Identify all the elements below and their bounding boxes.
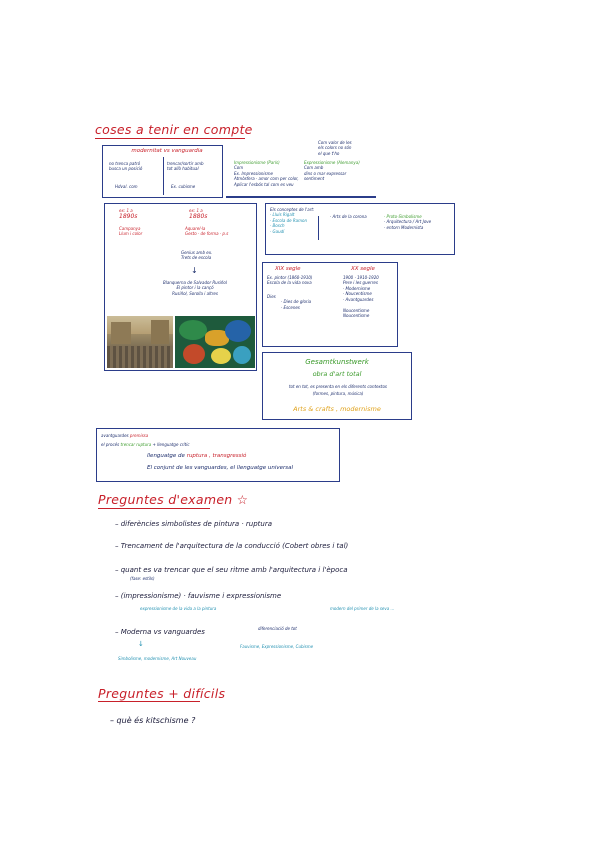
notes-expressionisme: Expressionisme (Alemanya) Com amb dins o mar expressar sentiment (304, 160, 360, 182)
segle-xix-notes: Ex. pintor (1860-1910) Escola de la vida nova Dies · Dies de gloria · Escenes (267, 275, 313, 310)
question-3: – quant es va trencar que el seu ritme amb l'arquitectura i l'època (115, 566, 348, 574)
question-2: – Trencament de l'arquitectura de la conducció (Cobert obres i tal) (115, 542, 349, 550)
box-divider (163, 157, 164, 195)
heading3-underline (98, 701, 200, 702)
avant-line1: avantguardes premissa (101, 433, 149, 438)
question-4-note-right: modern del primer de la seva ... (330, 606, 395, 611)
conceptes-col1: Els conceptes de l'art: · Lluís Rigalt · Escola de Ramon · Bosch · Gaudí (270, 207, 315, 234)
conceptes-col3: · Proto-Simbolisme · Arquitectura / Art Jove · entorn Modernista (384, 214, 432, 230)
avant-line2: el procés trencar ruptura + llenguatge crític (101, 442, 190, 447)
avant-line4: El conjunt de les vanguardes, el llenguatge universal (147, 465, 294, 471)
box-modernitat-title: modernitat vs vanguardia (131, 148, 203, 154)
question-5-note: diferenciació de tot (258, 626, 297, 631)
question-3-note: (fase: estils) (130, 576, 155, 581)
heading-underline (95, 138, 245, 139)
arrow-down-icon: ↓ (191, 266, 198, 275)
box-modernitat-right: trencar/sortir amb tot allò habitual (167, 161, 204, 172)
paint-right-text: Aquarel·la Gesto · de forma · p.s (185, 226, 229, 237)
paint-left-red: ex: 1 a 1890s (119, 208, 138, 221)
heading2-underline (98, 508, 210, 509)
box-gesamtkunstwerk (262, 352, 412, 420)
hard-question: – què és kitschisme ? (110, 716, 196, 725)
box-conceptes (265, 203, 455, 255)
avant-line3: llenguatge de ruptura , transgressió (147, 453, 247, 459)
box-paintings (104, 203, 257, 371)
conceptes-col2: · Arts de la corona (330, 214, 367, 219)
box-modernitat (102, 145, 223, 198)
gesamt-title: Gesamtkunstwerk (305, 358, 369, 366)
box-avantguardes (96, 428, 340, 482)
paint-mid: Genius amb ex. Trets de escola (181, 250, 213, 261)
gesamt-footer: Arts & crafts , modernisme (293, 405, 381, 413)
arrow-down-small-icon: ↓ (138, 640, 144, 648)
heading-preguntes-dificils: Preguntes + difícils (98, 686, 226, 701)
segle-xx-label: XX segle (351, 266, 375, 272)
question-4: – (impressionisme) · fauvisme i expressionisme (115, 592, 282, 600)
heading-coses: coses a tenir en compte (95, 122, 253, 137)
gesamt-line2: (formes, pintura, música) (312, 391, 364, 396)
painting-jungle-image (175, 316, 255, 368)
question-5-low: Simbolisme, modernisme, Art Nouveau (118, 656, 197, 661)
question-5-teal: Fauvisme, Expressionisme, Cubisme (240, 644, 314, 649)
notes-underline (226, 196, 376, 198)
gesamt-subtitle: obra d'art total (312, 370, 362, 378)
question-5: – Moderna vs vanguardes (115, 628, 205, 636)
question-1: – diferències simbolistes de pintura · ruptura (115, 520, 273, 528)
notes-top-right: Com valor de les els colors no són el que t'ho (318, 140, 352, 156)
paint-right-red: ex: 1 a 1880s (189, 208, 208, 221)
notes-impressionisme: Impressionisme (París) Com Ex. Impressionisme Atmòsfera · amor com per color, Aplicar l'esbós tal com es veu (234, 160, 299, 187)
box-modernitat-right-foot: Ex. cubisme (171, 184, 196, 189)
question-4-note-left: expressionisme de la vida a la pintura (140, 606, 217, 611)
paint-left-text: Campanya Llum i color (119, 226, 143, 237)
gesamt-line1: tot en tot, es presenta en els diferents contextos (288, 384, 388, 389)
paint-bottom: Blanquerna de Salvador Rusiñol El pintor i la cançó Rusiñol, Sorolla i altres (163, 280, 227, 296)
painting-boulevard-image (107, 316, 173, 368)
box-segles (262, 262, 398, 347)
segle-xix-label: XIX segle (275, 266, 301, 272)
conceptes-divider (318, 216, 319, 240)
box-modernitat-left-foot: Hdval. com (115, 184, 138, 189)
box-modernitat-left: no trenca patró busca un posició (109, 161, 143, 172)
segle-xx-notes: 1900 · 1910-1920 Pere i les guerres · Modernisme · Noucentisme · Avantguardes Noucentisme Noucentisme (343, 275, 379, 319)
heading-preguntes-examen: Preguntes d'examen ☆ (98, 492, 249, 507)
